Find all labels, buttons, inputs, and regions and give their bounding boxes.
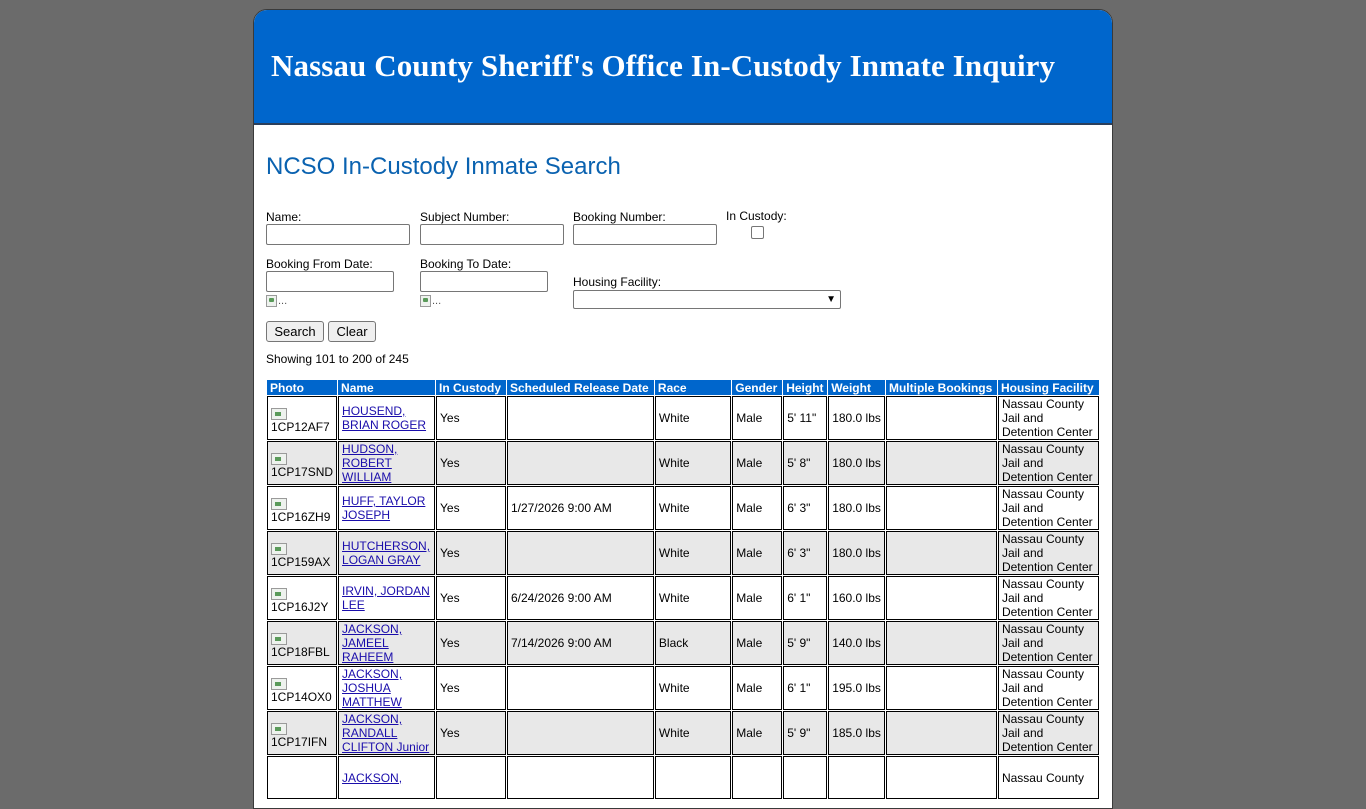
- cell-height: 5' 11": [783, 396, 827, 440]
- table-row: [267, 396, 1099, 440]
- cell-weight: 185.0 lbs: [828, 711, 885, 755]
- cell-release: [507, 396, 654, 440]
- cell-name: [338, 621, 435, 665]
- column-header: In Custody: [436, 380, 506, 395]
- cell-release: [507, 711, 654, 755]
- cell-weight: 180.0 lbs: [828, 531, 885, 575]
- cell-photo: [267, 486, 337, 530]
- inmate-photo-icon[interactable]: [271, 453, 287, 465]
- cell-facility: Nassau County Jail and Detention Center: [998, 576, 1099, 620]
- inmate-name-link[interactable]: JACKSON, JOSHUA MATTHEW: [342, 667, 403, 709]
- cell-weight: [828, 756, 885, 799]
- column-header: Race: [655, 380, 731, 395]
- booking-from-date-input[interactable]: [266, 271, 394, 292]
- clear-button[interactable]: Clear: [328, 321, 376, 342]
- results-summary: Showing 101 to 200 of 245: [266, 352, 409, 366]
- cell-height: 6' 3": [783, 531, 827, 575]
- cell-weight: 195.0 lbs: [828, 666, 885, 710]
- inmate-name-link[interactable]: JACKSON,: [342, 770, 403, 785]
- cell-height: 6' 1": [783, 576, 827, 620]
- cell-in-custody: Yes: [436, 396, 506, 440]
- table-row: [267, 711, 1099, 755]
- housing-facility-select[interactable]: [573, 290, 841, 309]
- cell-release: 6/24/2026 9:00 AM: [507, 576, 654, 620]
- cell-name: [338, 711, 435, 755]
- column-header: Weight: [828, 380, 885, 395]
- photo-alt-text: 1CP16J2Y: [271, 600, 329, 614]
- cell-photo: [267, 756, 337, 799]
- cell-name: [338, 486, 435, 530]
- cell-release: [507, 531, 654, 575]
- cell-facility: Nassau County Jail and Detention Center: [998, 486, 1099, 530]
- booking-number-label: Booking Number:: [573, 210, 666, 224]
- photo-alt-text: 1CP18FBL: [271, 645, 330, 659]
- cell-height: 6' 3": [783, 486, 827, 530]
- inmate-name-link[interactable]: JACKSON, RANDALL CLIFTON Junior: [342, 712, 430, 754]
- cell-name: [338, 576, 435, 620]
- cell-weight: 180.0 lbs: [828, 486, 885, 530]
- cell-in-custody: Yes: [436, 621, 506, 665]
- cell-gender: Male: [732, 396, 782, 440]
- cell-multiple: [886, 396, 997, 440]
- cell-photo: [267, 711, 337, 755]
- cell-facility: Nassau County Jail and Detention Center: [998, 621, 1099, 665]
- inmate-name-link[interactable]: HUDSON, ROBERT WILLIAM: [342, 442, 398, 484]
- cell-photo: [267, 531, 337, 575]
- header-banner: [254, 10, 1112, 125]
- cell-in-custody: Yes: [436, 711, 506, 755]
- cell-height: 6' 1": [783, 666, 827, 710]
- cell-height: [783, 756, 827, 799]
- broken-image-icon: [266, 295, 277, 307]
- cell-weight: 180.0 lbs: [828, 396, 885, 440]
- cell-race: White: [655, 576, 731, 620]
- cell-gender: [732, 756, 782, 799]
- cell-photo: [267, 576, 337, 620]
- column-header: Gender: [732, 380, 782, 395]
- cell-in-custody: Yes: [436, 486, 506, 530]
- booking-to-date-input[interactable]: [420, 271, 548, 292]
- booking-number-input[interactable]: [573, 224, 717, 245]
- cell-in-custody: Yes: [436, 576, 506, 620]
- photo-alt-text: 1CP16ZH9: [271, 510, 331, 524]
- inmate-name-link[interactable]: HOUSEND, BRIAN ROGER: [342, 404, 427, 432]
- photo-alt-text: 1CP12AF7: [271, 420, 330, 434]
- cell-race: White: [655, 666, 731, 710]
- inmate-name-link[interactable]: JACKSON, JAMEEL RAHEEM: [342, 622, 403, 664]
- cell-race: [655, 756, 731, 799]
- cell-multiple: [886, 711, 997, 755]
- table-row: [267, 756, 1099, 799]
- cell-gender: Male: [732, 531, 782, 575]
- cell-in-custody: Yes: [436, 441, 506, 485]
- column-header: Name: [338, 380, 435, 395]
- cell-name: [338, 396, 435, 440]
- calendar-alt-text: ...: [432, 295, 442, 307]
- cell-in-custody: [436, 756, 506, 799]
- chevron-down-icon: ▼: [826, 294, 836, 305]
- cell-photo: [267, 621, 337, 665]
- cell-race: White: [655, 531, 731, 575]
- cell-in-custody: Yes: [436, 666, 506, 710]
- cell-race: White: [655, 441, 731, 485]
- to-date-calendar-icon[interactable]: [420, 294, 446, 308]
- inmate-photo-icon[interactable]: [271, 633, 287, 645]
- inmate-name-link[interactable]: IRVIN, JORDAN LEE: [342, 584, 430, 612]
- cell-multiple: [886, 486, 997, 530]
- cell-release: 1/27/2026 9:00 AM: [507, 486, 654, 530]
- cell-multiple: [886, 441, 997, 485]
- cell-height: 5' 8": [783, 441, 827, 485]
- inmate-photo-icon[interactable]: [271, 723, 287, 735]
- search-title: NCSO In-Custody Inmate Search: [266, 153, 621, 180]
- cell-gender: Male: [732, 666, 782, 710]
- cell-name: [338, 666, 435, 710]
- cell-name: [338, 531, 435, 575]
- broken-image-icon: [420, 295, 431, 307]
- table-row: [267, 666, 1099, 710]
- cell-multiple: [886, 621, 997, 665]
- table-row: [267, 531, 1099, 575]
- cell-name: [338, 441, 435, 485]
- photo-alt-text: 1CP159AX: [271, 555, 331, 569]
- cell-race: White: [655, 711, 731, 755]
- column-header: Housing Facility: [998, 380, 1099, 395]
- table-row: [267, 486, 1099, 530]
- column-header: Photo: [267, 380, 337, 395]
- table-row: [267, 576, 1099, 620]
- cell-weight: 140.0 lbs: [828, 621, 885, 665]
- cell-multiple: [886, 666, 997, 710]
- inmate-name-link[interactable]: HUFF, TAYLOR JOSEPH: [342, 494, 426, 522]
- inmate-photo-icon[interactable]: [271, 408, 287, 420]
- cell-facility: Nassau County Jail and Detention Center: [998, 396, 1099, 440]
- cell-facility: Nassau County Jail and Detention Center: [998, 531, 1099, 575]
- column-header: Height: [783, 380, 827, 395]
- column-header: Scheduled Release Date: [507, 380, 654, 395]
- cell-photo: [267, 666, 337, 710]
- cell-release: [507, 441, 654, 485]
- cell-photo: [267, 441, 337, 485]
- cell-facility: Nassau County: [998, 756, 1099, 799]
- inmate-photo-icon[interactable]: [271, 588, 287, 600]
- cell-race: White: [655, 486, 731, 530]
- cell-in-custody: Yes: [436, 531, 506, 575]
- page-container: [253, 9, 1113, 809]
- cell-gender: Male: [732, 441, 782, 485]
- cell-facility: Nassau County Jail and Detention Center: [998, 441, 1099, 485]
- results-table: [266, 379, 1100, 800]
- cell-facility: Nassau County Jail and Detention Center: [998, 711, 1099, 755]
- cell-gender: Male: [732, 576, 782, 620]
- cell-height: 5' 9": [783, 621, 827, 665]
- name-input[interactable]: [266, 224, 410, 245]
- cell-name: [338, 756, 435, 799]
- inmate-photo-icon[interactable]: [271, 678, 287, 690]
- search-button[interactable]: Search: [266, 321, 324, 342]
- from-date-calendar-icon[interactable]: [266, 294, 292, 308]
- inmate-name-link[interactable]: HUTCHERSON, LOGAN GRAY: [342, 539, 431, 567]
- cell-release: [507, 756, 654, 799]
- table-row: [267, 621, 1099, 665]
- subject-number-input[interactable]: [420, 224, 564, 245]
- cell-multiple: [886, 531, 997, 575]
- booking-from-date-label: Booking From Date:: [266, 257, 373, 271]
- cell-multiple: [886, 756, 997, 799]
- booking-to-date-label: Booking To Date:: [420, 257, 512, 271]
- housing-facility-label: Housing Facility:: [573, 275, 662, 289]
- cell-gender: Male: [732, 486, 782, 530]
- cell-weight: 180.0 lbs: [828, 441, 885, 485]
- cell-height: 5' 9": [783, 711, 827, 755]
- cell-release: [507, 666, 654, 710]
- cell-multiple: [886, 576, 997, 620]
- photo-alt-text: 1CP17SND: [271, 465, 334, 479]
- inmate-photo-icon[interactable]: [271, 498, 287, 510]
- cell-race: White: [655, 396, 731, 440]
- name-label: Name:: [266, 210, 302, 224]
- in-custody-checkbox[interactable]: [751, 226, 764, 239]
- cell-race: Black: [655, 621, 731, 665]
- cell-release: 7/14/2026 9:00 AM: [507, 621, 654, 665]
- cell-gender: Male: [732, 621, 782, 665]
- cell-photo: [267, 396, 337, 440]
- subject-number-label: Subject Number:: [420, 210, 510, 224]
- page-title: Nassau County Sheriff's Office In-Custody Inmate Inquiry: [271, 48, 1056, 83]
- in-custody-label: In Custody:: [726, 209, 787, 223]
- inmate-photo-icon[interactable]: [271, 543, 287, 555]
- cell-gender: Male: [732, 711, 782, 755]
- table-header-row: [267, 380, 1099, 395]
- photo-alt-text: 1CP14OX0: [271, 690, 332, 704]
- calendar-alt-text: ...: [278, 295, 288, 307]
- cell-weight: 160.0 lbs: [828, 576, 885, 620]
- cell-facility: Nassau County Jail and Detention Center: [998, 666, 1099, 710]
- table-row: [267, 441, 1099, 485]
- photo-alt-text: 1CP17IFN: [271, 735, 328, 749]
- column-header: Multiple Bookings: [886, 380, 997, 395]
